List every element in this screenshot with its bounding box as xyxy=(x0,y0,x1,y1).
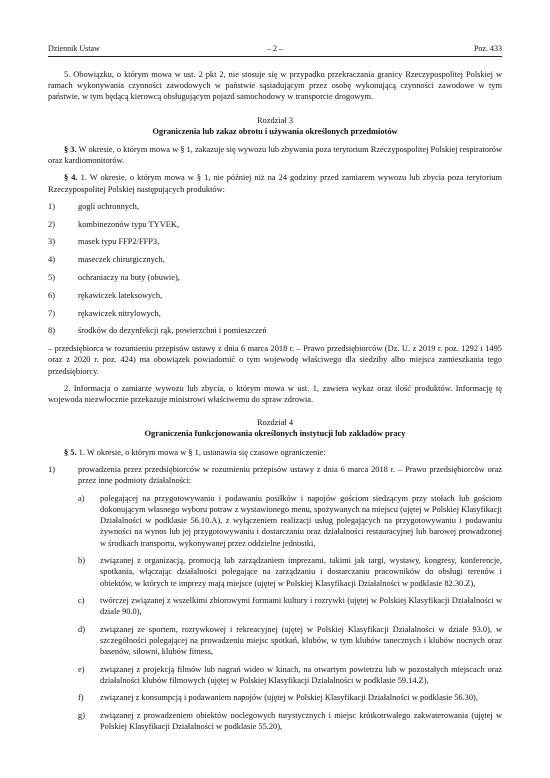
journal-name: Dziennik Ustaw xyxy=(48,44,100,53)
section-5-text: 1. W okresie, o którym mowa w § 1, ustanawia się czasowe ograniczenie: xyxy=(78,447,326,457)
list-item: g) związanej z prowadzeniem obiektów noclegowych turystycznych i miejsc krótkotrwałego zakwaterowania (ujętej w Polskiej Klasyfikacji Działalności w podklasie 55.20), xyxy=(78,710,502,732)
section-3 xyxy=(48,144,502,166)
intro-paragraph: 5. Obowiązku, o którym mowa w ust. 2 pkt 2, nie stosuje się w przypadku przekraczania granicy Rzeczypospolitej Polskiej w ramach wykonywania czynności zawodowych w państwie sąsiadującym przez osobę wykonującą czynności zawodowe w tym państwie, w tym będącą kierowcą obsługującym pojazd samochodowy w transporcie drogowym. xyxy=(48,70,502,102)
list-item: b) związanej z organizacją, promocją lub zarządzaniem imprezami, takimi jak targi, wystawy, kongresy, konferencje, spotkania, włączając działalności polegające na zarządzaniu i dostarczaniu pracowników do obsługi terenów i obiektów, w których te imprezy mają miejsce (ujętej w Polskiej Klasyfikacji Działalności w podklasie 82.30.Z), xyxy=(78,556,502,588)
list-item: 6) rękawiczek lateksowych, xyxy=(48,290,163,300)
section-5 xyxy=(48,447,502,458)
section-3-mark: § 3. xyxy=(64,145,77,155)
list-item: 4) maseczek chirurgicznych, xyxy=(48,255,165,265)
page-header xyxy=(48,44,502,57)
list-item: f) związanej z konsumpcją i podawaniem napojów (ujętej w Polskiej Klasyfikacji Działalności w podklasie 56.30), xyxy=(78,693,478,703)
list-item: d) związanej ze sportem, rozrywkowej i rekreacyjnej (ujętej w Polskiej Klasyfikacji Działalności w dziale 93.0), w szczególności polegającej na prowadzeniu miejsc spotkań, klubów, w tym klubów tanecznych i klubów nocnych oraz basenów, siłowni, klubów fitness, xyxy=(78,624,502,657)
section-4-paragraph-2: 2. Informacja o zamiarze wywozu lub zbycia, o którym mowa w ust. 1, zawiera wykaz oraz ilość produktów. Informację tę wojewoda niezwłocznie przekazuje ministrowi właściwemu do spraw zdrowia. xyxy=(48,383,502,405)
product-list xyxy=(48,201,502,337)
list-item: 8) środków do dezynfekcji rąk, powierzchni i pomieszczeń xyxy=(48,326,267,336)
list-item: a) polegającej na przygotowywaniu i podawaniu posiłków i napojów gościom siedzącym przy stołach lub gościom dokonującym własnego wyboru potraw z wystawionego menu, spożywanych na miejscu (ujętej w Polskiej Klasyfikacji Działalności w podklasie 56.10.A), z wyłączeniem realizacji usług polegających na przygotowywaniu i podawaniu żywności na wynos lub jej przygotowywaniu i dostarczaniu oraz działalności restauracyjnej lub barowej prowadzonej w środkach transportu, wykonywanej przez oddzielne jednostki, xyxy=(78,493,502,548)
list-item: e) związanej z projekcją filmów lub nagrań wideo w kinach, na otwartym powietrzu lub w pozostałych miejscach oraz działalności klubów filmowych (ujętej w Polskiej Klasyfikacji Działalności w podklasie 59.14.Z), xyxy=(78,664,502,685)
chapter-4-title: Ograniczenia funkcjonowania określonych instytucji lub zakładów pracy xyxy=(144,429,406,439)
position-number: Poz. 433 xyxy=(473,44,502,53)
list-item: 7) rękawiczek nitrylowych, xyxy=(48,308,161,318)
section-4-text: 1. W okresie, o którym mowa w § 1, nie później niż na 24 godziny przed zamiarem wywozu lub zbycia poza terytorium Rzeczypospolitej Polskiej następujących produktów: xyxy=(48,173,503,194)
chapter-4-label: Rozdział 4 xyxy=(256,418,294,428)
section-4-mark: § 4. xyxy=(64,173,78,183)
list-item: c) twórczej związanej z wszelkimi zbiorowymi formami kultury i rozrywki (ujętej w Polskiej Klasyfikacji Działalności w dziale 90.0), xyxy=(78,596,502,617)
chapter-3-label: Rozdział 3 xyxy=(256,115,294,125)
section-4 xyxy=(48,172,502,194)
section-5-mark: § 5. xyxy=(64,447,77,457)
list-item: 5) ochraniaczy na buty (obuwie), xyxy=(48,273,180,283)
list-item: 2) kombinezonów typu TYVEK, xyxy=(48,219,180,229)
list-item: 1) prowadzenia przez przedsiębiorców w rozumieniu przepisów ustawy z dnia 6 marca 2018 r. – Prawo przedsiębiorców oraz przez inne podmioty działalności: xyxy=(48,464,502,486)
restriction-list xyxy=(48,464,502,486)
chapter-3-title: Ograniczenia lub zakaz obrotu i używania określonych przedmiotów xyxy=(152,126,398,136)
list-item: 3) masek typu FFP2/FFP3, xyxy=(48,237,160,247)
after-list-paragraph: – przedsiębiorca w rozumieniu przepisów ustawy z dnia 6 marca 2018 r. – Prawo przedsiębiorców (Dz. U. z 2019 r. poz. 1292 i 1495 oraz z 2020 r. poz. 424) ma obowiązek powiadomić o tym wojewodę właściwego dla siedziby albo miejsca zamieszkania tego przedsiębiorcy. xyxy=(48,344,502,376)
activity-sublist xyxy=(48,493,502,732)
page-number: – 2 – xyxy=(266,44,283,53)
section-3-text: W okresie, o którym mowa w § 1, zakazuje się wywozu lub zbywania poza terytorium Rzeczypospolitej Polskiej respiratorów oraz kardiomonitorów. xyxy=(48,145,502,166)
list-item: 1) gogli ochronnych, xyxy=(48,201,139,211)
